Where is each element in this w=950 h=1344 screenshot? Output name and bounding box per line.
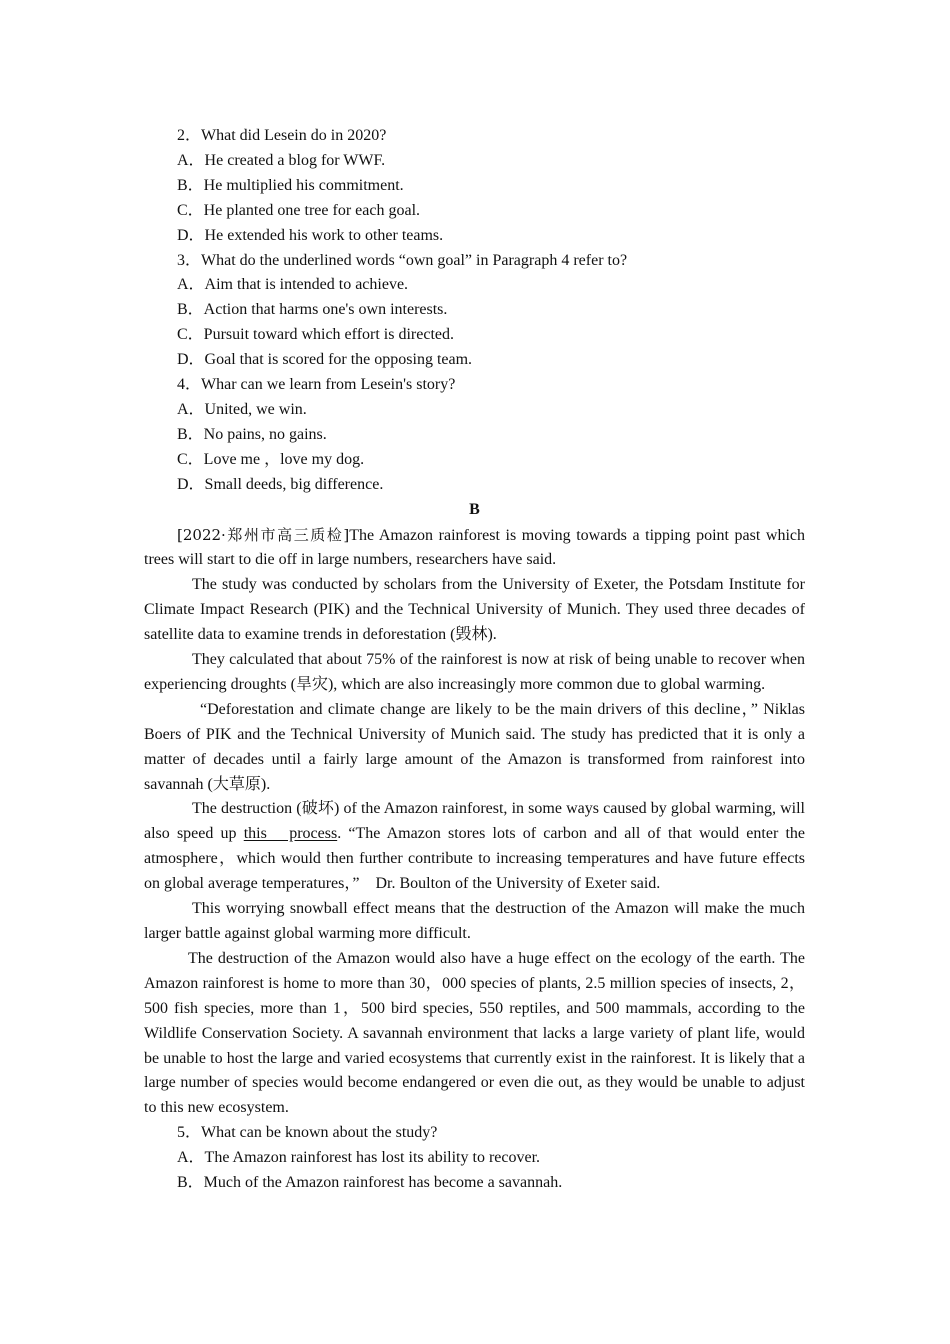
answer-option: B．No pains, no gains. bbox=[177, 425, 327, 443]
answer-option: A．Aim that is intended to achieve. bbox=[177, 276, 409, 294]
document-page bbox=[144, 124, 805, 1196]
answer-option: C．Pursuit toward which effort is directed. bbox=[177, 326, 454, 344]
answer-option: A．The Amazon rainforest has lost its ability to recover. bbox=[177, 1149, 541, 1167]
passage-paragraph: They calculated that about 75% of the rainforest is now at risk of being unable to recover when experiencing droughts (旱灾), which are also increasingly more common due to global warming. bbox=[144, 651, 805, 693]
answer-option: C．Love me ，love my dog. bbox=[177, 450, 365, 468]
answer-option: B．Action that harms one's own interests. bbox=[177, 301, 448, 319]
paragraph-text: . “The Amazon stores lots of carbon and all of that would enter the atmosphere，which would then further contribute to increasing temperatures and have future effects on global average temperatures，” Dr. Boulton of the University of Exeter said. bbox=[144, 825, 805, 893]
passage-paragraph: “Deforestation and climate change are likely to be the main drivers of this decline，” Niklas Boers of PIK and the Technical University of Munich said. The study has predicted that it is only a matter of decades until a fairly large amount of the Amazon is transformed from rainforest into savannah (大草原). bbox=[144, 700, 805, 793]
answer-option: B．Much of the Amazon rainforest has become a savannah. bbox=[177, 1174, 563, 1192]
section-title: B bbox=[469, 500, 480, 518]
passage-paragraph: The study was conducted by scholars from the University of Exeter, the Potsdam Institute for Climate Impact Research (PIK) and the Technical University of Munich. They used three decades of satellite data to examine trends in deforestation (毁林). bbox=[144, 576, 805, 644]
question-stem: 3．What do the underlined words “own goal” in Paragraph 4 refer to? bbox=[177, 251, 628, 269]
passage-paragraph: This worrying snowball effect means that the destruction of the Amazon will make the much larger battle against global warming more difficult. bbox=[144, 900, 805, 942]
passage-paragraph: The destruction of the Amazon would also have a huge effect on the ecology of the earth. The Amazon rainforest is home to more than 30，000 species of plants, 2.5 million species of insects, 2，500 fish species, more than 1，500 bird species, 550 reptiles, and 500 mammals, according to the Wildlife Conservation Society. A savannah environment that lacks a large variety of plant life, would be unable to host the large and varied ecosystems that currently exist in the rainforest. It is likely that a large number of species would become endangered or even die out, as they would be unable to adjust to this new ecosystem. bbox=[144, 949, 805, 1117]
answer-option: C．He planted one tree for each goal. bbox=[177, 201, 421, 219]
answer-option: A．He created a blog for WWF. bbox=[177, 151, 386, 169]
answer-option: A．United, we win. bbox=[177, 400, 307, 418]
source-tag: [2022·郑州市高三质检] bbox=[177, 525, 350, 544]
underlined-phrase: this process bbox=[243, 825, 338, 843]
question-stem: 2．What did Lesein do in 2020? bbox=[177, 127, 387, 144]
answer-option: D．Small deeds, big difference. bbox=[177, 475, 384, 493]
question-stem: 5．What can be known about the study? bbox=[177, 1124, 438, 1142]
question-stem: 4．Whar can we learn from Lesein's story? bbox=[177, 376, 456, 394]
passage-paragraph bbox=[144, 797, 805, 897]
paragraph-text: The Amazon rainforest is moving towards a tipping point past which trees will start to die off in large numbers, researchers have said. bbox=[144, 526, 805, 569]
passage-paragraph bbox=[144, 523, 805, 574]
answer-option: D．He extended his work to other teams. bbox=[177, 226, 444, 244]
paragraph-text: The destruction (破坏) of the Amazon rainforest, in some ways caused by global warming, will also speed up bbox=[144, 800, 805, 843]
answer-option: B．He multiplied his commitment. bbox=[177, 176, 404, 194]
answer-option: D．Goal that is scored for the opposing team. bbox=[177, 351, 473, 369]
